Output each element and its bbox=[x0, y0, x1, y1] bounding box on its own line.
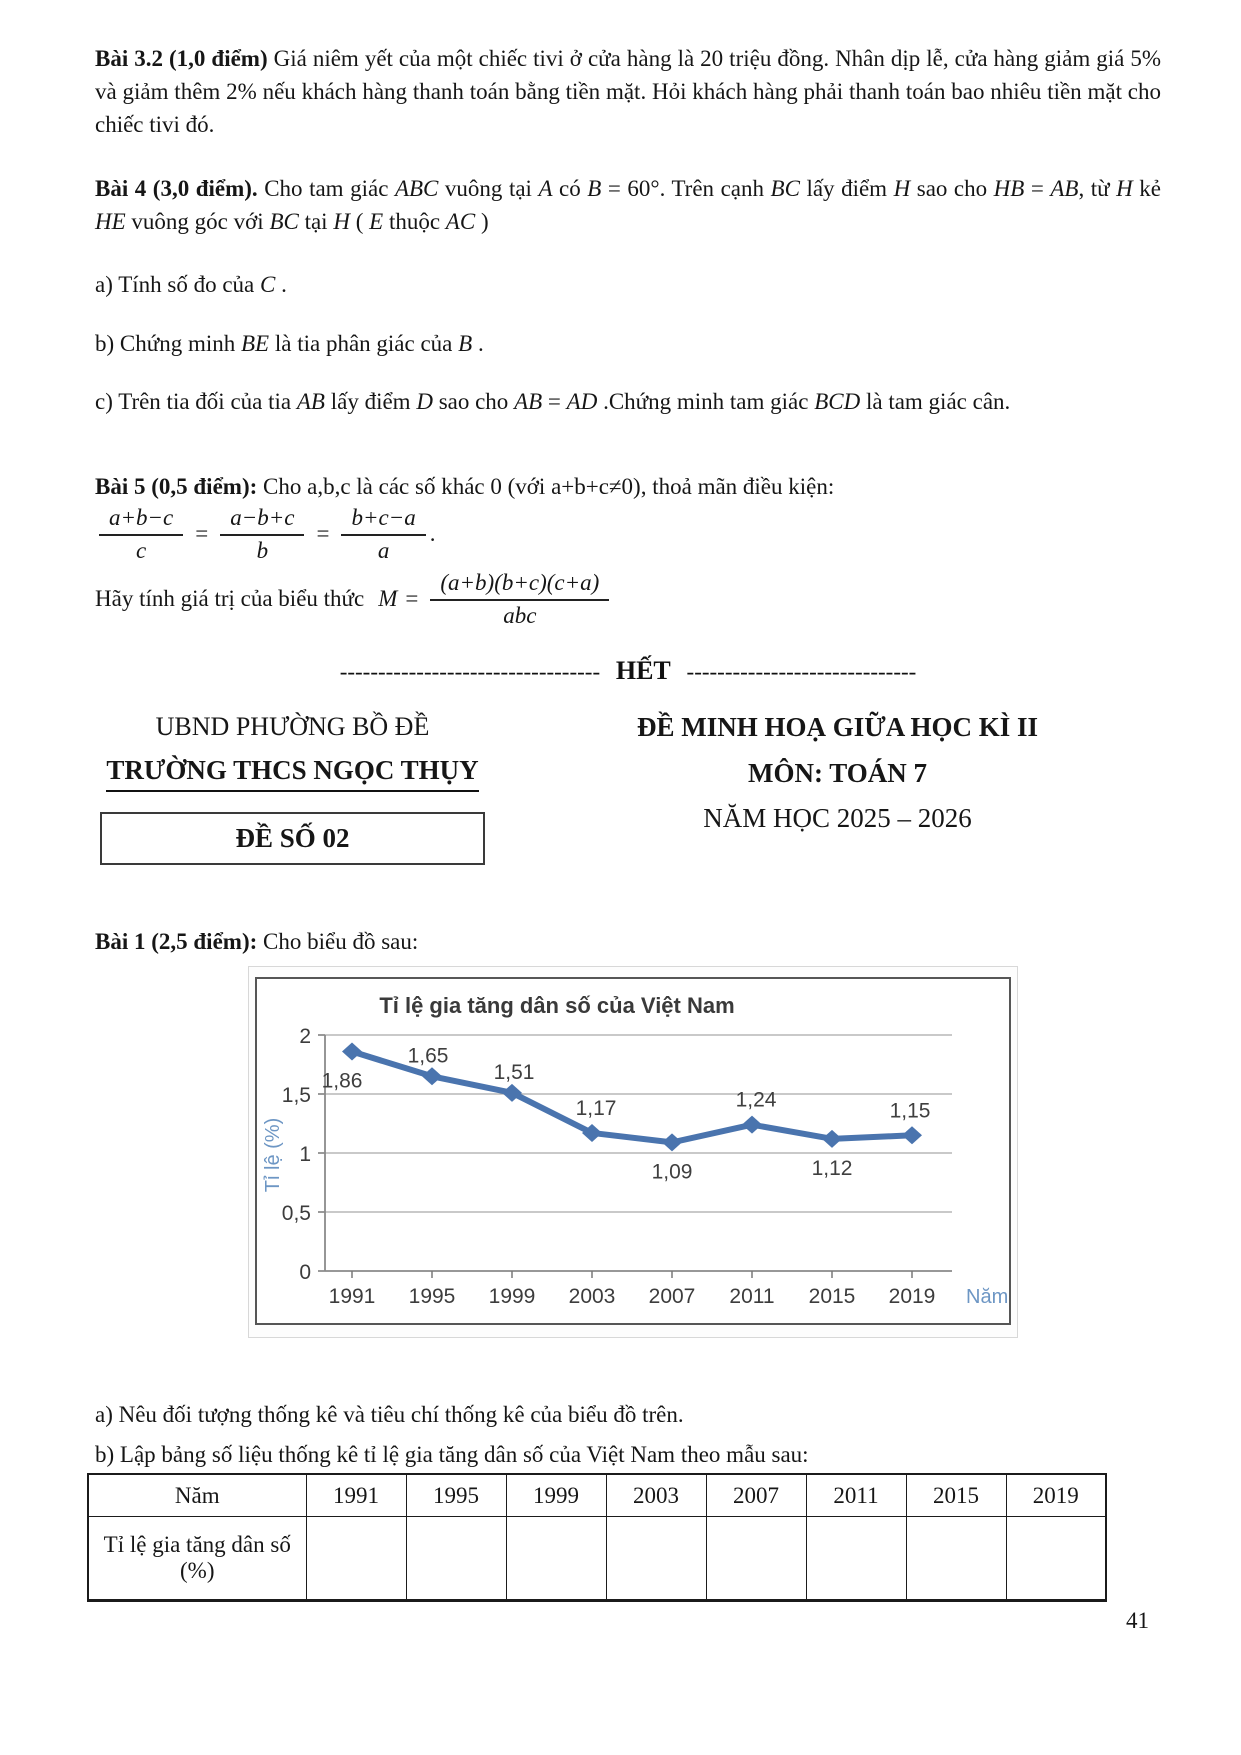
text-run: AB bbox=[296, 389, 325, 414]
text-run: lấy điểm bbox=[799, 176, 894, 201]
y-tick-label: 1 bbox=[299, 1143, 311, 1166]
divider-het-label: HẾT bbox=[615, 656, 671, 685]
equals-sign: = bbox=[316, 521, 330, 547]
text-run: H bbox=[333, 209, 350, 234]
data-point-label: 1,15 bbox=[889, 1099, 931, 1123]
text-run: a) Tính số đo của bbox=[95, 272, 261, 297]
x-tick-label: 1995 bbox=[408, 1285, 456, 1308]
population-chart-image bbox=[248, 966, 1018, 1338]
text-run: , từ bbox=[1078, 176, 1117, 201]
fraction-3 bbox=[341, 505, 425, 564]
text-run: Bài 1 (2,5 điểm): bbox=[95, 929, 258, 954]
fraction-2 bbox=[220, 505, 304, 564]
table-header-cell: 1995 bbox=[406, 1474, 506, 1517]
text-run: là tam giác cân. bbox=[860, 389, 1011, 414]
text-run: E bbox=[369, 209, 384, 234]
m-fraction-numerator: (a+b)(b+c)(c+a) bbox=[430, 570, 609, 601]
text-run: vuông tại bbox=[438, 176, 539, 201]
text-run: ) bbox=[475, 209, 489, 234]
text-run: Cho a,b,c là các số khác 0 (với a+b+c≠0), thoả mãn điều kiện: bbox=[257, 474, 835, 499]
text-run: . bbox=[275, 272, 287, 297]
data-point-label: 1,24 bbox=[735, 1088, 777, 1112]
population-chart-frame bbox=[255, 977, 1011, 1325]
problem-3-2-paragraph bbox=[95, 42, 1161, 141]
text-run: BCD bbox=[814, 389, 861, 414]
fraction-1-denominator: c bbox=[136, 537, 147, 563]
text-run: H bbox=[893, 176, 911, 201]
page-number: 41 bbox=[1126, 1608, 1149, 1633]
x-tick-label: 2011 bbox=[729, 1285, 775, 1308]
data-point-label: 1,09 bbox=[651, 1160, 693, 1184]
equals-sign: = bbox=[405, 586, 419, 612]
header-school-line bbox=[100, 755, 485, 792]
text-run: thuộc bbox=[383, 209, 446, 234]
text-run: tại bbox=[298, 209, 334, 234]
table-header-cell: 2019 bbox=[1006, 1474, 1106, 1517]
text-run: b) Chứng minh bbox=[95, 331, 241, 356]
text-run: HB bbox=[993, 176, 1025, 201]
text-run: có bbox=[552, 176, 588, 201]
data-point-marker bbox=[822, 1130, 842, 1148]
text-run: lấy điểm bbox=[324, 389, 417, 414]
fraction-3-numerator: b+c−a bbox=[341, 505, 425, 536]
fraction-3-denominator: a bbox=[377, 537, 390, 563]
text-run: sao cho bbox=[432, 389, 515, 414]
table-header-cell: 2007 bbox=[706, 1474, 806, 1517]
text-run: Giá niêm yết của một chiếc tivi ở cửa hàng là 20 triệu đồng. Nhân dịp lễ, cửa hàng giảm giá 5% và giảm thêm 2% nếu khách hàng thanh toán bằng tiền mặt. Hỏi khách hàng phải thanh toán bao nhiêu tiền mặt cho chiếc tivi đó. bbox=[95, 46, 1161, 137]
data-point-label: 1,65 bbox=[407, 1044, 449, 1068]
y-axis-name: Tỉ lệ (%) bbox=[262, 1117, 284, 1193]
header-ubnd-line: UBND PHƯỜNG BỒ ĐỀ bbox=[155, 712, 430, 741]
divider-dashes-left: ---------------------------------- bbox=[339, 659, 601, 684]
text-run: HE bbox=[95, 209, 126, 234]
data-point-label: 1,51 bbox=[493, 1060, 535, 1084]
table-header-cell: 2003 bbox=[606, 1474, 706, 1517]
text-run: Cho tam giác bbox=[257, 176, 395, 201]
table-row-label-cell: Tỉ lệ gia tăng dân số (%) bbox=[88, 1517, 306, 1601]
table-header-cell: 1991 bbox=[306, 1474, 406, 1517]
fraction-1-numerator: a+b−c bbox=[99, 505, 183, 536]
header-subject: MÔN: TOÁN 7 bbox=[747, 758, 927, 788]
text-run: A bbox=[538, 176, 553, 201]
x-tick-label: 2007 bbox=[648, 1285, 696, 1308]
y-tick-label: 2 bbox=[299, 1025, 311, 1048]
text-run: BC bbox=[269, 209, 299, 234]
y-tick-label: 0,5 bbox=[281, 1202, 311, 1225]
text-run: ( bbox=[349, 209, 370, 234]
text-run: Bài 4 (3,0 điểm). bbox=[95, 176, 258, 201]
header-exam-title: ĐỀ MINH HOẠ GIỮA HỌC KÌ II bbox=[636, 712, 1039, 742]
text-run: B bbox=[587, 176, 602, 201]
data-point-marker bbox=[662, 1133, 682, 1151]
table-empty-cell bbox=[806, 1517, 906, 1601]
header-school-year: NĂM HỌC 2025 – 2026 bbox=[703, 803, 972, 833]
text-run: ABC bbox=[394, 176, 439, 201]
text-run: = bbox=[1024, 176, 1051, 201]
equals-sign: = bbox=[195, 521, 209, 547]
x-tick-label: 1991 bbox=[328, 1285, 376, 1308]
table-empty-cell bbox=[706, 1517, 806, 1601]
table-empty-cell bbox=[406, 1517, 506, 1601]
table-header-cell: 1999 bbox=[506, 1474, 606, 1517]
problem-4-item-c bbox=[95, 385, 1161, 418]
text-run: AB bbox=[1050, 176, 1079, 201]
table-empty-cell bbox=[1006, 1517, 1106, 1601]
population-chart-svg bbox=[257, 979, 1009, 1323]
data-point-marker bbox=[742, 1116, 762, 1134]
header-exam-column bbox=[605, 712, 1070, 834]
problem-1-item-b: b) Lập bảng số liệu thống kê tỉ lệ gia tăng dân số của Việt Nam theo mẫu sau: bbox=[95, 1442, 809, 1467]
table-header-cell: 2015 bbox=[906, 1474, 1006, 1517]
m-expression-prefix: Hãy tính giá trị của biểu thức bbox=[95, 586, 365, 612]
data-point-label: 1,86 bbox=[321, 1069, 363, 1093]
text-run: Bài 3.2 (1,0 điểm) bbox=[95, 46, 268, 71]
text-run: AB bbox=[514, 389, 543, 414]
x-tick-label: 2015 bbox=[808, 1285, 856, 1308]
x-tick-label: 2003 bbox=[568, 1285, 616, 1308]
table-body-row bbox=[88, 1517, 1106, 1601]
variable-m: M bbox=[378, 586, 398, 612]
table-empty-cell bbox=[906, 1517, 1006, 1601]
text-run: là tia phân giác của bbox=[269, 331, 459, 356]
y-tick-label: 1,5 bbox=[281, 1084, 311, 1107]
problem-5-m-expression bbox=[95, 570, 613, 629]
problem-4-paragraph bbox=[95, 172, 1161, 238]
m-fraction-denominator: abc bbox=[503, 602, 537, 628]
table-header-cell: 2011 bbox=[806, 1474, 906, 1517]
x-tick-label: 2019 bbox=[888, 1285, 936, 1308]
text-run: = bbox=[542, 389, 567, 414]
fraction-1 bbox=[99, 505, 183, 564]
problem-1-heading bbox=[95, 925, 1161, 958]
end-divider bbox=[95, 656, 1161, 686]
table-empty-cell bbox=[506, 1517, 606, 1601]
x-axis-name: Năm bbox=[966, 1286, 1009, 1308]
header-school-name: TRƯỜNG THCS NGỌC THỤY bbox=[106, 755, 478, 792]
text-run: .Chứng minh tam giác bbox=[597, 389, 815, 414]
text-run: c) Trên tia đối của tia bbox=[95, 389, 297, 414]
data-point-label: 1,12 bbox=[811, 1156, 853, 1180]
text-run: AC bbox=[445, 209, 476, 234]
text-run: BC bbox=[770, 176, 800, 201]
table-header-cell: Năm bbox=[88, 1474, 306, 1517]
equation-period: . bbox=[429, 521, 436, 547]
chart-title: Tỉ lệ gia tăng dân số của Việt Nam bbox=[379, 993, 735, 1018]
text-run: AD bbox=[566, 389, 598, 414]
text-run: B bbox=[458, 331, 473, 356]
x-tick-label: 1999 bbox=[488, 1285, 536, 1308]
data-point-marker bbox=[902, 1126, 922, 1144]
fraction-2-denominator: b bbox=[256, 537, 269, 563]
problem-5-equation bbox=[95, 505, 435, 564]
table-header-row bbox=[88, 1474, 1106, 1517]
problem-4-item-b bbox=[95, 327, 1161, 360]
problem-1-item-a: a) Nêu đối tượng thống kê và tiêu chí thống kê của biểu đồ trên. bbox=[95, 1402, 684, 1427]
divider-dashes-right: ------------------------------ bbox=[686, 659, 917, 684]
text-run: H bbox=[1116, 176, 1133, 201]
text-run: kẻ bbox=[1132, 176, 1162, 201]
text-run: = 60°. Trên cạnh bbox=[601, 176, 771, 201]
text-run: . bbox=[472, 331, 484, 356]
text-run: Bài 5 (0,5 điểm): bbox=[95, 474, 258, 499]
data-point-marker bbox=[342, 1043, 362, 1061]
text-run: Cho biểu đồ sau: bbox=[257, 929, 419, 954]
y-tick-label: 0 bbox=[299, 1261, 311, 1284]
exam-number-box: ĐỀ SỐ 02 bbox=[100, 812, 485, 865]
text-run: D bbox=[416, 389, 433, 414]
text-run: BE bbox=[241, 331, 270, 356]
text-run: vuông góc với bbox=[125, 209, 270, 234]
population-data-table bbox=[87, 1473, 1107, 1602]
table-empty-cell bbox=[306, 1517, 406, 1601]
problem-5-paragraph bbox=[95, 470, 1161, 503]
data-point-label: 1,17 bbox=[575, 1096, 617, 1120]
data-point-marker bbox=[422, 1067, 442, 1085]
m-fraction bbox=[430, 570, 609, 629]
fraction-2-numerator: a−b+c bbox=[220, 505, 304, 536]
text-run: sao cho bbox=[910, 176, 994, 201]
table-empty-cell bbox=[606, 1517, 706, 1601]
problem-4-item-a bbox=[95, 268, 1161, 301]
header-school-column bbox=[100, 712, 485, 865]
text-run: C bbox=[260, 272, 276, 297]
